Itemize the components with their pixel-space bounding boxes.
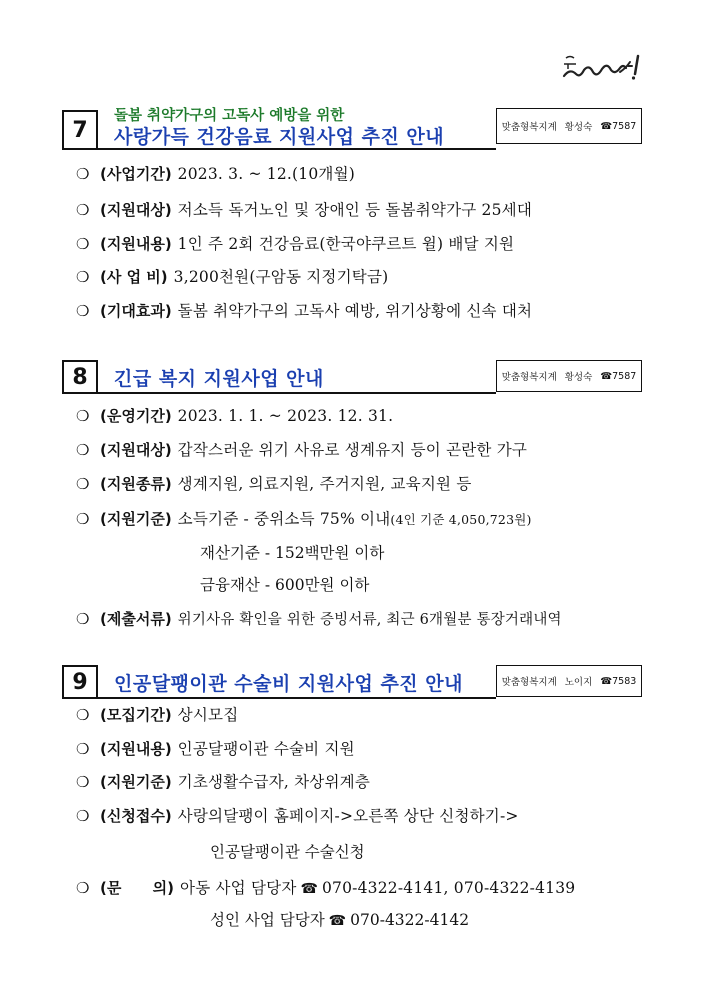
- section-number: 8: [62, 360, 98, 394]
- list-item: ❍ (지원종류) 생계지원, 의료지원, 주거지원, 교육지원 등: [76, 475, 472, 493]
- list-item: ❍ (지원대상) 저소득 독거노인 및 장애인 등 돌봄취약가구 25세대: [76, 201, 533, 219]
- title-underline: [98, 148, 496, 150]
- list-item: ❍ (모집기간) 상시모집: [76, 706, 239, 724]
- bullet-icon: ❍: [76, 773, 90, 791]
- phone-extension: ☎7583: [600, 675, 637, 687]
- contact-box: 맞춤형복지계 황성숙 ☎7587: [496, 360, 642, 392]
- continuation-line: 금융재산 - 600만원 이하: [200, 576, 370, 594]
- list-item: ❍ (제출서류) 위기사유 확인을 위한 증빙서류, 최근 6개월분 통장거래내역: [76, 610, 562, 628]
- bullet-icon: ❍: [76, 201, 90, 219]
- contact-box: 맞춤형복지계 황성숙 ☎7587: [496, 108, 642, 144]
- bullet-icon: ❍: [76, 610, 90, 628]
- section-subtitle: 돌봄 취약가구의 고독사 예방을 위한: [114, 108, 345, 124]
- list-item: ❍ (신청접수) 사랑의달팽이 홈페이지->오른쪽 상단 신청하기->: [76, 807, 519, 825]
- bullet-icon: ❍: [76, 740, 90, 758]
- list-item: ❍ (사 업 비) 3,200천원(구암동 지정기탁금): [76, 268, 389, 286]
- list-item: ❍ (지원내용) 인공달팽이관 수술비 지원: [76, 740, 355, 758]
- phone-icon: ☎: [328, 913, 347, 929]
- title-underline: [98, 697, 496, 699]
- phone-icon: ☎: [300, 881, 318, 897]
- bullet-icon: ❍: [76, 268, 90, 286]
- bullet-icon: ❍: [76, 441, 90, 459]
- continuation-line: 인공달팽이관 수술신청: [210, 843, 365, 861]
- bullet-icon: ❍: [76, 879, 90, 897]
- bullet-icon: ❍: [76, 510, 90, 528]
- list-item: ❍ (문 의) 아동 사업 담당자 ☎ 070-4322-4141, 070-4322-4139: [76, 879, 576, 897]
- logo-signature: [560, 50, 648, 84]
- list-item: ❍ (기대효과) 돌봄 취약가구의 고독사 예방, 위기상황에 신속 대처: [76, 302, 533, 320]
- section-number: 7: [62, 110, 98, 150]
- continuation-line: 재산기준 - 152백만원 이하: [200, 544, 385, 562]
- phone-number: 070-4322-4142: [350, 911, 470, 929]
- section-8: [62, 360, 652, 640]
- section-7: [62, 100, 652, 330]
- phone-extension: ☎7587: [600, 120, 637, 132]
- contact-box: 맞춤형복지계 노이지 ☎7583: [496, 665, 642, 697]
- list-item: ❍ (지원내용) 1인 주 2회 건강음료(한국야쿠르트 윌) 배달 지원: [76, 235, 515, 253]
- section-9: [62, 665, 652, 945]
- section-title: 사랑가득 건강음료 지원사업 추진 안내: [114, 126, 445, 148]
- phone-number: 070-4322-4141, 070-4322-4139: [321, 879, 576, 897]
- bullet-icon: ❍: [76, 235, 90, 253]
- list-item: ❍ (지원기준) 기초생활수급자, 차상위계층: [76, 773, 371, 791]
- bullet-icon: ❍: [76, 475, 90, 493]
- continuation-line: 성인 사업 담당자 ☎ 070-4322-4142: [210, 911, 470, 929]
- phone-extension: ☎7587: [600, 370, 637, 382]
- list-item: ❍ (지원대상) 갑작스러운 위기 사유로 생계유지 등이 곤란한 가구: [76, 441, 528, 459]
- bullet-icon: ❍: [76, 807, 90, 825]
- section-number: 9: [62, 665, 98, 699]
- section-title: 긴급 복지 지원사업 안내: [114, 368, 324, 390]
- title-underline: [98, 392, 496, 394]
- list-item: ❍ (지원기준) 소득기준 - 중위소득 75% 이내 (4인 기준 4,050,723원): [76, 510, 532, 528]
- bullet-icon: ❍: [76, 302, 90, 320]
- section-title: 인공달팽이관 수술비 지원사업 추진 안내: [114, 673, 463, 695]
- logo: [560, 50, 648, 84]
- bullet-icon: ❍: [76, 407, 90, 425]
- list-item: ❍ (운영기간) 2023. 1. 1. ~ 2023. 12. 31.: [76, 407, 394, 425]
- bullet-icon: ❍: [76, 706, 90, 724]
- bullet-icon: ❍: [76, 165, 90, 183]
- list-item: ❍ (사업기간) 2023. 3. ~ 12.(10개월): [76, 165, 356, 183]
